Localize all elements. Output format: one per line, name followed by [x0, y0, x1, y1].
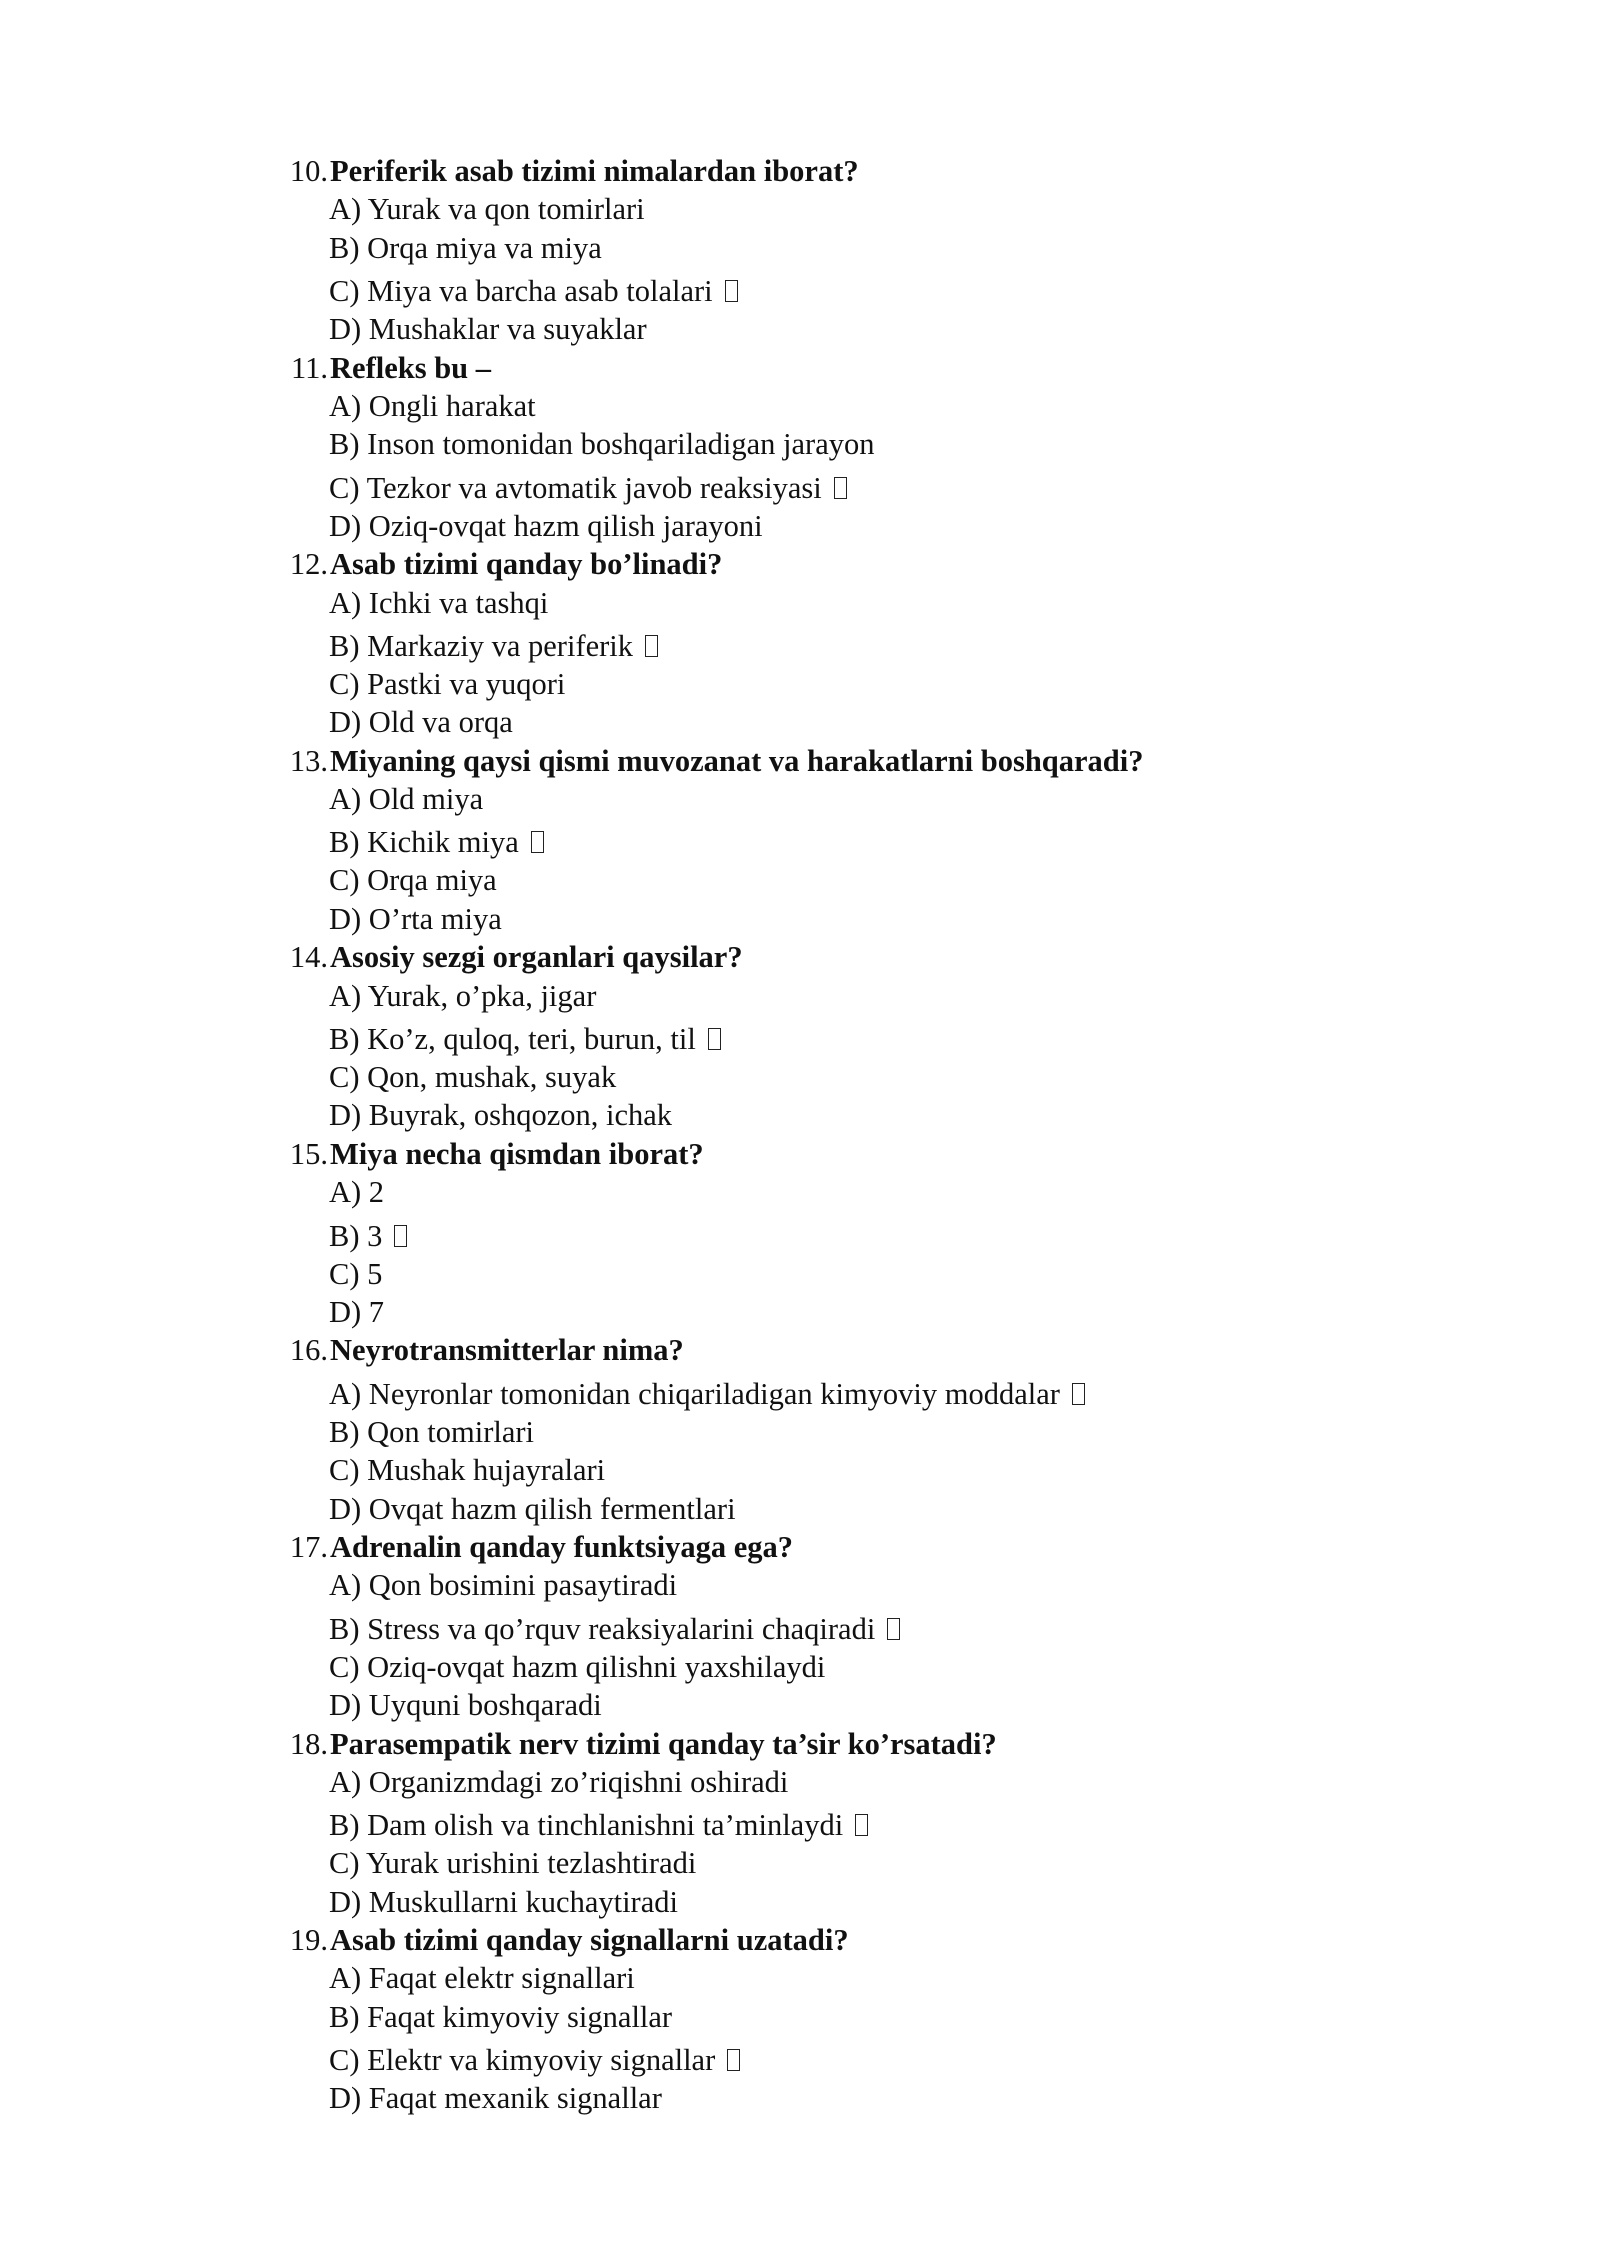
option-label: C) Pastki va yuqori [329, 666, 566, 701]
answer-option-c [278, 1058, 1428, 1096]
answer-options [278, 977, 1428, 1135]
option-label: D) Uyquni boshqaradi [329, 1688, 602, 1723]
correct-answer-mark-icon [887, 1618, 900, 1640]
question-heading [278, 938, 1428, 976]
answer-option-d [278, 310, 1428, 348]
answer-option-b [278, 1212, 1428, 1255]
question-text: Parasempatik nerv tizimi qanday ta’sir ko’rsatadi? [330, 1726, 997, 1761]
answer-options [278, 1959, 1428, 2117]
question-12 [278, 545, 1428, 742]
option-label: D) Old va orqa [329, 705, 513, 740]
option-label: B) Faqat kimyoviy signallar [329, 1999, 673, 2034]
answer-option-c [278, 267, 1428, 310]
question-number: 13. [289, 743, 328, 778]
option-label: B) Stress va qo’rquv reaksiyalarini chaqiradi [329, 1611, 876, 1646]
question-number: 10. [289, 154, 328, 188]
correct-answer-mark-icon [531, 831, 544, 853]
option-label: D) O’rta miya [329, 901, 502, 936]
option-label: A) Neyronlar tomonidan chiqariladigan kimyoviy moddalar [329, 1376, 1060, 1411]
option-label: B) Orqa miya va miya [329, 230, 602, 265]
answer-option-d [278, 1883, 1428, 1921]
answer-option-d [278, 1096, 1428, 1134]
option-label: B) Ko’z, quloq, teri, burun, til [329, 1022, 696, 1057]
answer-option-c [278, 1255, 1428, 1293]
correct-answer-mark-icon [834, 477, 847, 499]
answer-option-c [278, 2036, 1428, 2079]
option-label: D) Faqat mexanik signallar [329, 2081, 662, 2116]
answer-option-b [278, 1998, 1428, 2036]
question-number: 11. [291, 350, 328, 385]
question-number: 18. [289, 1726, 328, 1761]
correct-answer-mark-icon [727, 2049, 740, 2071]
answer-option-b [278, 622, 1428, 665]
question-number: 16. [289, 1333, 328, 1368]
question-number: 15. [289, 1136, 328, 1171]
answer-option-a [278, 1566, 1428, 1604]
answer-option-b [278, 229, 1428, 267]
question-text: Adrenalin qanday funktsiyaga ega? [330, 1529, 793, 1564]
correct-answer-mark-icon [708, 1028, 721, 1050]
answer-options [278, 1173, 1428, 1331]
option-label: A) Organizmdagi zo’riqishni oshiradi [329, 1764, 789, 1799]
answer-option-d [278, 1686, 1428, 1724]
question-text: Periferik asab tizimi nimalardan iborat? [330, 154, 859, 188]
question-number: 12. [289, 547, 328, 582]
answer-option-a [278, 1173, 1428, 1211]
option-label: C) Oziq-ovqat hazm qilishni yaxshilaydi [329, 1649, 826, 1684]
option-label: D) Ovqat hazm qilish fermentlari [329, 1491, 736, 1526]
option-label: B) Markaziy va periferik [329, 628, 634, 663]
answer-option-c [278, 861, 1428, 899]
question-11 [278, 349, 1428, 546]
question-heading [278, 1135, 1428, 1173]
option-label: C) Yurak urishini tezlashtiradi [329, 1846, 697, 1881]
option-label: A) Old miya [329, 782, 484, 817]
question-text: Miya necha qismdan iborat? [330, 1136, 704, 1171]
correct-answer-mark-icon [1072, 1383, 1085, 1405]
question-19 [278, 1921, 1428, 2118]
option-label: C) Qon, mushak, suyak [329, 1060, 617, 1095]
question-text: Asosiy sezgi organlari qaysilar? [330, 940, 743, 975]
answer-option-d [278, 2079, 1428, 2117]
answer-option-b [278, 818, 1428, 861]
answer-options [278, 584, 1428, 742]
option-label: D) 7 [329, 1294, 385, 1329]
option-label: C) Tezkor va avtomatik javob reaksiyasi [329, 470, 822, 505]
question-text: Asab tizimi qanday signallarni uzatadi? [330, 1923, 849, 1958]
answer-options [278, 1763, 1428, 1921]
option-label: C) Mushak hujayralari [329, 1453, 606, 1488]
answer-option-b [278, 1605, 1428, 1648]
answer-option-a [278, 1959, 1428, 1997]
option-label: D) Muskullarni kuchaytiradi [329, 1884, 678, 1919]
answer-option-a [278, 1370, 1428, 1413]
option-label: C) 5 [329, 1256, 383, 1291]
correct-answer-mark-icon [645, 635, 658, 657]
question-heading [278, 1331, 1428, 1369]
option-label: A) Yurak, o’pka, jigar [329, 978, 597, 1013]
correct-answer-mark-icon [855, 1814, 868, 1836]
question-heading [278, 742, 1428, 780]
question-heading [278, 1725, 1428, 1763]
option-label: D) Buyrak, oshqozon, ichak [329, 1098, 673, 1133]
question-text: Neyrotransmitterlar nima? [330, 1333, 684, 1368]
answer-option-c [278, 1451, 1428, 1489]
option-label: D) Mushaklar va suyaklar [329, 312, 647, 347]
question-number: 17. [289, 1529, 328, 1564]
question-heading [278, 545, 1428, 583]
answer-option-c [278, 1648, 1428, 1686]
answer-option-d [278, 703, 1428, 741]
option-label: A) Ongli harakat [329, 388, 536, 423]
option-label: C) Miya va barcha asab tolalari [329, 274, 713, 309]
correct-answer-mark-icon [394, 1225, 407, 1247]
question-text: Asab tizimi qanday bo’linadi? [330, 547, 723, 582]
answer-option-c [278, 464, 1428, 507]
question-16 [278, 1331, 1428, 1528]
answer-options [278, 387, 1428, 545]
option-label: A) 2 [329, 1175, 385, 1210]
option-label: A) Ichki va tashqi [329, 585, 549, 620]
answer-options [278, 1566, 1428, 1724]
option-label: A) Faqat elektr signallari [329, 1961, 635, 1996]
option-label: B) Kichik miya [329, 825, 519, 860]
correct-answer-mark-icon [725, 280, 738, 302]
question-17 [278, 1528, 1428, 1725]
answer-option-d [278, 900, 1428, 938]
question-heading [278, 349, 1428, 387]
question-18 [278, 1725, 1428, 1922]
answer-option-d [278, 1293, 1428, 1331]
option-label: B) Inson tomonidan boshqariladigan jarayon [329, 427, 875, 462]
answer-options [278, 1370, 1428, 1528]
answer-option-a [278, 780, 1428, 818]
answer-option-b [278, 425, 1428, 463]
option-label: A) Qon bosimini pasaytiradi [329, 1568, 678, 1603]
answer-options [278, 780, 1428, 938]
option-label: A) Yurak va qon tomirlari [329, 192, 645, 227]
answer-option-b [278, 1413, 1428, 1451]
question-heading [278, 152, 1428, 190]
question-15 [278, 1135, 1428, 1332]
question-13 [278, 742, 1428, 939]
answer-option-a [278, 190, 1428, 228]
question-number: 19. [289, 1923, 328, 1958]
option-label: C) Elektr va kimyoviy signallar [329, 2043, 716, 2078]
option-label: B) Qon tomirlari [329, 1414, 534, 1449]
answer-option-a [278, 387, 1428, 425]
answer-option-b [278, 1015, 1428, 1058]
answer-option-a [278, 584, 1428, 622]
answer-option-a [278, 1763, 1428, 1801]
answer-options [278, 190, 1428, 348]
question-heading [278, 1921, 1428, 1959]
option-label: C) Orqa miya [329, 863, 497, 898]
answer-option-c [278, 1844, 1428, 1882]
question-10 [278, 152, 1428, 349]
question-number: 14. [289, 940, 328, 975]
answer-option-d [278, 1490, 1428, 1528]
question-list [278, 152, 1428, 2118]
answer-option-a [278, 977, 1428, 1015]
answer-option-b [278, 1801, 1428, 1844]
option-label: B) Dam olish va tinchlanishni ta’minlaydi [329, 1808, 844, 1843]
question-heading [278, 1528, 1428, 1566]
option-label: B) 3 [329, 1218, 383, 1253]
answer-option-c [278, 665, 1428, 703]
question-14 [278, 938, 1428, 1135]
option-label: D) Oziq-ovqat hazm qilish jarayoni [329, 508, 763, 543]
question-text: Refleks bu – [330, 350, 491, 385]
question-text: Miyaning qaysi qismi muvozanat va harakatlarni boshqaradi? [330, 743, 1144, 778]
answer-option-d [278, 507, 1428, 545]
